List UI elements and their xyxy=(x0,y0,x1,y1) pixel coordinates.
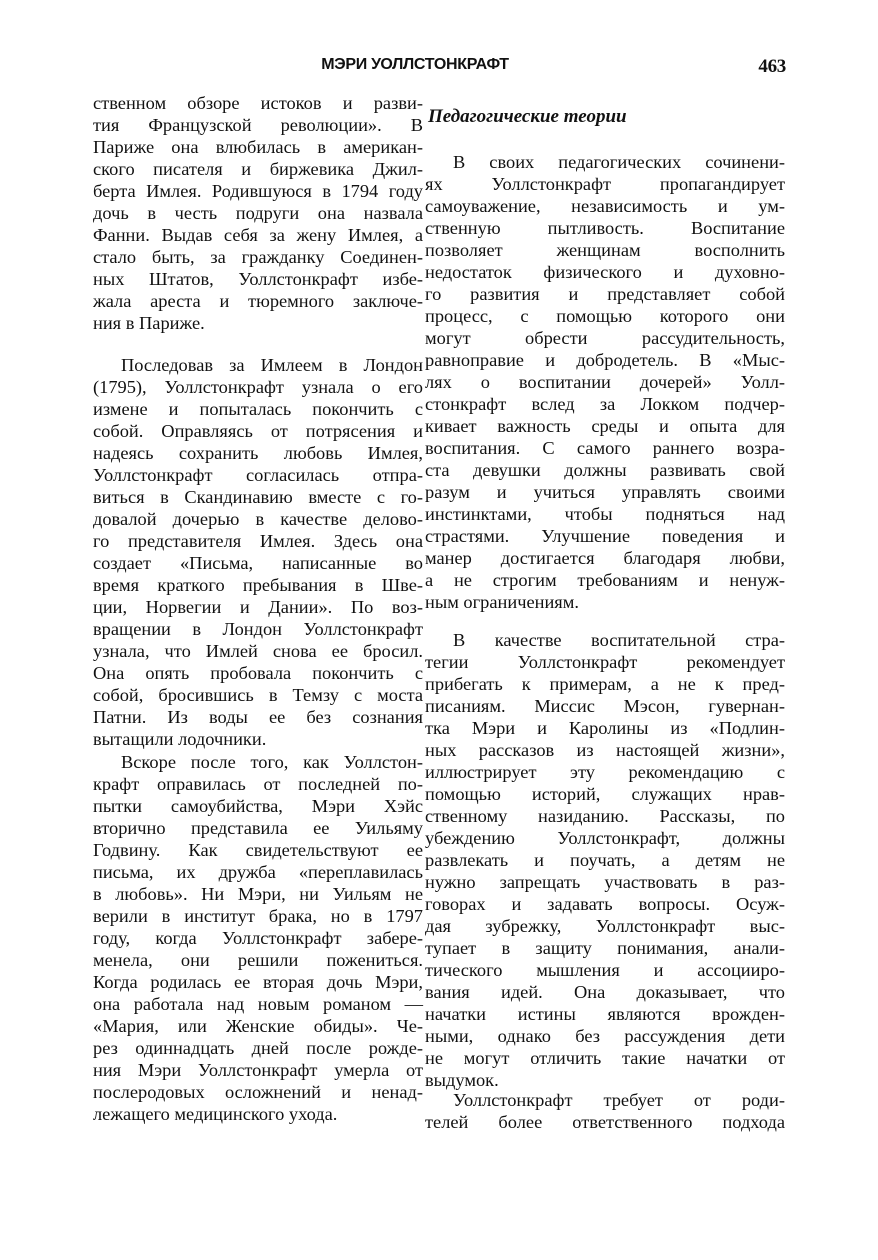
text-line: Она опять пробовала покончить с xyxy=(93,663,423,683)
text-line: вытащили лодочники. xyxy=(93,729,267,749)
text-line: страстями. Улучшение поведения и xyxy=(425,526,785,546)
text-line: вторично представила ее Уильяму xyxy=(93,818,423,838)
text-line: время краткого пребывания в Шве- xyxy=(93,575,423,595)
paragraph xyxy=(93,751,423,1125)
text-line: ственную пытливость. Воспитание xyxy=(425,218,785,238)
text-line: стонкрафт вслед за Локком подчер- xyxy=(425,394,785,414)
text-line: манер достигается благодаря любви, xyxy=(425,548,785,568)
text-line: кивает важность среды и опыта для xyxy=(425,416,785,436)
text-line: тупает в защиту понимания, анали- xyxy=(425,938,785,958)
text-line: стало быть, за гражданку Соединен- xyxy=(93,247,423,267)
text-line: ственном обзоре истоков и разви- xyxy=(93,93,423,113)
text-line: крафт оправилась от последней по- xyxy=(93,774,423,794)
text-line: послеродовых осложнений и ненад- xyxy=(93,1082,423,1102)
text-line: ных Штатов, Уоллстонкрафт избе- xyxy=(93,269,423,289)
text-line: тического мышления и ассоцииро- xyxy=(425,960,785,980)
text-line: собой, бросившись в Темзу с моста xyxy=(93,685,423,705)
text-line: верили в институт брака, но в 1797 xyxy=(93,906,423,926)
text-line: лежащего медицинского ухода. xyxy=(93,1104,338,1124)
text-line: дочь в честь подруги она назвала xyxy=(93,203,423,223)
text-line: Уоллстонкрафт согласилась отпра- xyxy=(93,465,423,485)
text-line: недостаток физического и духовно- xyxy=(425,262,785,282)
text-line: тия Французской революции». В xyxy=(93,115,423,135)
paragraph xyxy=(93,92,423,334)
text-line: рез одиннадцать дней после рожде- xyxy=(93,1038,423,1058)
text-line: ственному назиданию. Рассказы, по xyxy=(425,806,785,826)
text-line: ных рассказов из настоящей жизни», xyxy=(425,740,785,760)
text-line: Фанни. Выдав себя за жену Имлея, а xyxy=(93,225,423,245)
text-line: узнала, что Имлей снова ее бросил. xyxy=(93,641,423,661)
text-line: вращении в Лондон Уоллстонкрафт xyxy=(93,619,423,639)
text-line: менела, они решили пожениться. xyxy=(93,950,423,970)
text-line: ях Уоллстонкрафт пропагандирует xyxy=(425,174,785,194)
text-line: (1795), Уоллстонкрафт узнала о его xyxy=(93,377,423,397)
text-line: вания идей. Она доказывает, что xyxy=(425,982,785,1002)
text-line: собой. Оправляясь от потрясения и xyxy=(93,421,423,441)
text-line: равноправие и добродетель. В «Мыс- xyxy=(425,350,785,370)
text-line: письма, их дружба «переплавилась xyxy=(93,862,423,882)
paragraph xyxy=(93,354,423,750)
text-line: могут обрести рассудительность, xyxy=(425,328,785,348)
text-line: тка Мэри и Каролины из «Подлин- xyxy=(425,718,785,738)
text-line: тегии Уоллстонкрафт рекомендует xyxy=(425,652,785,672)
text-line: ции, Норвегии и Дании». По воз- xyxy=(93,597,423,617)
text-line: пытки самоубийства, Мэри Хэйс xyxy=(93,796,423,816)
text-line: ского писателя и биржевика Джил- xyxy=(93,159,423,179)
text-line: самоуважение, независимость и ум- xyxy=(425,196,785,216)
text-line: Последовав за Имлеем в Лондон xyxy=(121,355,423,375)
text-line: иллюстрирует эту рекомендацию с xyxy=(425,762,785,782)
text-line: берта Имлея. Родившуюся в 1794 году xyxy=(93,181,423,201)
text-line: развлекать и поучать, а детям не xyxy=(425,850,785,870)
text-line: довалой дочерью в качестве делово- xyxy=(93,509,423,529)
text-line: помощью историй, служащих нрав- xyxy=(425,784,785,804)
text-line: начатки истины являются врожден- xyxy=(425,1004,785,1024)
text-line: выдумок. xyxy=(425,1070,499,1090)
text-line: В своих педагогических сочинени- xyxy=(453,152,785,172)
text-line: «Мария, или Женские обиды». Че- xyxy=(93,1016,423,1036)
text-line: ния Мэри Уоллстонкрафт умерла от xyxy=(93,1060,423,1080)
text-line: го представителя Имлея. Здесь она xyxy=(93,531,423,551)
text-line: надеясь сохранить любовь Имлея, xyxy=(93,443,423,463)
section-title: Педагогические теории xyxy=(428,106,627,127)
text-line: виться в Скандинавию вместе с го- xyxy=(93,487,423,507)
text-line: ния в Париже. xyxy=(93,313,205,333)
text-line: создает «Письма, написанные во xyxy=(93,553,423,573)
running-head: МЭРИ УОЛЛСТОНКРАФТ xyxy=(321,56,509,73)
page-number: 463 xyxy=(758,56,786,77)
text-line: Вскоре после того, как Уоллстон- xyxy=(121,752,423,772)
text-line: в любовь». Ни Мэри, ни Уильям не xyxy=(93,884,423,904)
text-line: го развития и представляет собой xyxy=(425,284,785,304)
text-line: Париже она влюбилась в американ- xyxy=(93,137,423,157)
text-line: измене и попыталась покончить с xyxy=(93,399,423,419)
text-line: В качестве воспитательной стра- xyxy=(453,630,785,650)
text-line: лях о воспитании дочерей» Уолл- xyxy=(425,372,785,392)
text-line: позволяет женщинам восполнить xyxy=(425,240,785,260)
text-line: а не строгим требованиям и ненуж- xyxy=(425,570,785,590)
text-line: телей более ответственного подхода xyxy=(425,1112,785,1132)
paragraph xyxy=(425,151,785,613)
text-line: Патни. Из воды ее без сознания xyxy=(93,707,423,727)
text-line: Когда родилась ее вторая дочь Мэри, xyxy=(93,972,423,992)
text-line: убеждению Уоллстонкрафт, должны xyxy=(425,828,785,848)
text-line: воспитания. С самого раннего возра- xyxy=(425,438,785,458)
text-line: процесс, с помощью которого они xyxy=(425,306,785,326)
text-line: году, когда Уоллстонкрафт забере- xyxy=(93,928,423,948)
text-line: ным ограничениям. xyxy=(425,592,580,612)
text-line: инстинктами, чтобы подняться над xyxy=(425,504,785,524)
text-line: ными, однако без рассуждения дети xyxy=(425,1026,785,1046)
text-line: Уоллстонкрафт требует от роди- xyxy=(453,1090,785,1110)
text-line: разум и учиться управлять своими xyxy=(425,482,785,502)
text-line: не могут отличить такие начатки от xyxy=(425,1048,785,1068)
text-line: дая зубрежку, Уоллстонкрафт выс- xyxy=(425,916,785,936)
paragraph xyxy=(425,1089,785,1133)
text-line: говорах и задавать вопросы. Осуж- xyxy=(425,894,785,914)
paragraph xyxy=(425,629,785,1091)
text-line: писаниям. Миссис Мэсон, гувернан- xyxy=(425,696,785,716)
text-line: жала ареста и тюремного заключе- xyxy=(93,291,423,311)
text-line: Годвину. Как свидетельствуют ее xyxy=(93,840,423,860)
text-line: ста девушки должны развивать свой xyxy=(425,460,785,480)
text-line: прибегать к примерам, а не к пред- xyxy=(425,674,785,694)
text-line: нужно запрещать участвовать в раз- xyxy=(425,872,785,892)
text-line: она работала над новым романом — xyxy=(93,994,423,1014)
